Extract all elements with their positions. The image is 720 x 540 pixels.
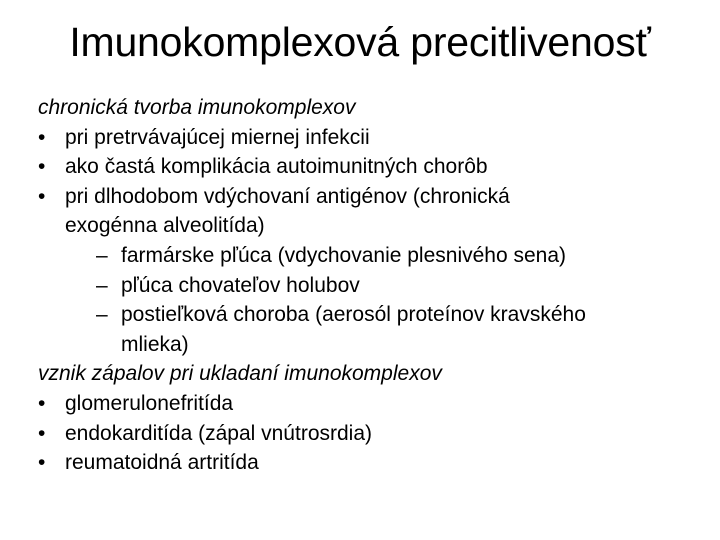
list-item-text: reumatoidná artritída: [65, 451, 259, 475]
list-item: [38, 419, 698, 449]
sub-list-item: [38, 241, 698, 271]
list-item: [38, 448, 698, 478]
list-item-text: pri pretrvávajúcej miernej infekcii: [65, 125, 370, 149]
list-item: [38, 123, 698, 153]
list-item-text: glomerulonefritída: [65, 391, 234, 415]
bullet-icon: •: [38, 184, 46, 208]
sub-list-item-text: farmárske pľúca (vdychovanie plesnivého sena): [121, 243, 567, 267]
sub-list-item: [38, 300, 641, 359]
dash-icon: –: [96, 273, 108, 297]
dash-icon: –: [96, 303, 108, 327]
bullet-icon: •: [38, 451, 46, 475]
sub-list-item: [38, 271, 698, 301]
list-item: [38, 389, 698, 419]
bullet-icon: •: [38, 421, 46, 445]
sub-list-item-text: postieľková choroba (aerosól proteínov kravského mlieka): [121, 303, 586, 356]
list-item-text: pri dlhodobom vdýchovaní antigénov (chronická exogénna alveolitída): [65, 184, 510, 238]
list-item: [38, 152, 698, 182]
list-item: [38, 182, 605, 241]
bullet-icon: •: [38, 155, 46, 179]
dash-icon: –: [96, 243, 108, 267]
slide-title: Imunokomplexová precitlivenosť: [69, 19, 651, 65]
list-item-text: endokarditída (zápal vnútrosrdia): [65, 421, 373, 445]
section-heading-inflammation: vznik zápalov pri ukladaní imunokomplexov: [38, 362, 442, 386]
bullet-icon: •: [38, 391, 46, 415]
list-item-text: ako častá komplikácia autoimunitných chorôb: [65, 155, 488, 179]
sub-list-item-text: pľúca chovateľov holubov: [121, 273, 360, 297]
section-heading-chronic-formation: chronická tvorba imunokomplexov: [38, 96, 356, 119]
slide-content: [38, 93, 698, 478]
bullet-icon: •: [38, 125, 46, 149]
